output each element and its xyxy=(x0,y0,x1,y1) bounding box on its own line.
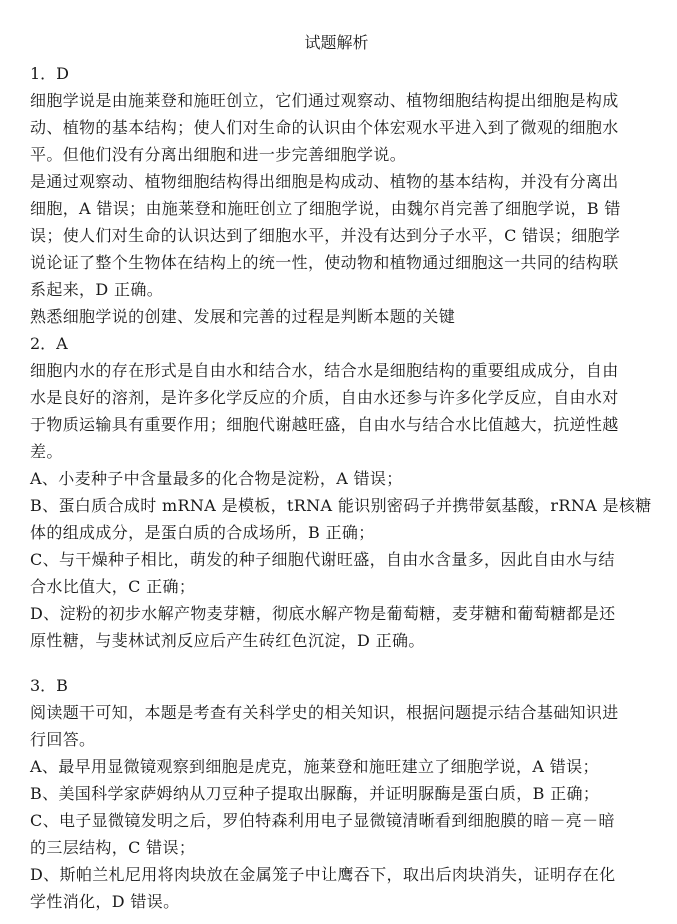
q2-line-11: 原性糖，与斐林试剂反应后产生砖红色沉淀，D 正确。 xyxy=(30,631,425,650)
q1-line-5: 细胞，A 错误；由施莱登和施旺创立了细胞学说，由魏尔肖完善了细胞学说，B 错 xyxy=(30,199,621,218)
q3-line-5: C、电子显微镜发明之后，罗伯特森利用电子显微镜清晰看到细胞膜的暗－亮－暗 xyxy=(30,811,615,830)
q2-line-7: 体的组成成分，是蛋白质的合成场所，B 正确； xyxy=(30,523,375,542)
q3-line-4: B、美国科学家萨姆纳从刀豆种子提取出脲酶，并证明脲酶是蛋白质，B 正确； xyxy=(30,784,600,803)
question-2-section xyxy=(30,330,652,654)
section-spacer xyxy=(30,654,643,672)
q3-line-1: 阅读题干可知，本题是考查有关科学史的相关知识，根据问题提示结合基础知识进 xyxy=(30,703,619,722)
q2-line-5: A、小麦种子中含量最多的化合物是淀粉，A 错误； xyxy=(30,469,403,488)
question-2-answer: 2．A xyxy=(30,334,68,353)
q1-line-9: 熟悉细胞学说的创建、发展和完善的过程是判断本题的关键 xyxy=(30,307,456,326)
q2-line-2: 水是良好的溶剂，是许多化学反应的介质，自由水还参与许多化学反应，自由水对 xyxy=(30,388,619,407)
q1-line-1: 细胞学说是由施莱登和施旺创立，它们通过观察动、植物细胞结构提出细胞是构成 xyxy=(30,91,619,110)
question-3-answer: 3．B xyxy=(30,676,68,695)
q1-line-3: 平。但他们没有分离出细胞和进一步完善细胞学说。 xyxy=(30,145,407,164)
q1-line-7: 说论证了整个生物体在结构上的统一性，使动物和植物通过细胞这一共同的结构联 xyxy=(30,253,619,272)
q2-line-1: 细胞内水的存在形式是自由水和结合水，结合水是细胞结构的重要组成成分，自由 xyxy=(30,361,619,380)
q1-line-4: 是通过观察动、植物细胞结构得出细胞是构成动、植物的基本结构，并没有分离出 xyxy=(30,172,619,191)
q2-line-3: 于物质运输具有重要作用；细胞代谢越旺盛，自由水与结合水比值越大，抗逆性越 xyxy=(30,415,619,434)
q1-line-6: 误；使人们对生命的认识达到了细胞水平，并没有达到分子水平，C 错误；细胞学 xyxy=(30,226,621,245)
question-3-section xyxy=(30,672,643,915)
q1-line-2: 动、植物的基本结构；使人们对生命的认识由个体宏观水平进入到了微观的细胞水 xyxy=(30,118,619,137)
q2-line-6: B、蛋白质合成时 mRNA 是模板，tRNA 能识别密码子并携带氨基酸，rRNA 是核糖 xyxy=(30,496,652,515)
q2-line-4: 差。 xyxy=(30,442,63,461)
q3-line-8: 学性消化，D 错误。 xyxy=(30,892,180,911)
q3-line-3: A、最早用显微镜观察到细胞是虎克，施莱登和施旺建立了细胞学说，A 错误； xyxy=(30,757,599,776)
q2-line-9: 合水比值大，C 正确； xyxy=(30,577,196,596)
question-1-section xyxy=(30,60,643,330)
q2-line-8: C、与干燥种子相比，萌发的种子细胞代谢旺盛，自由水含量多，因此自由水与结 xyxy=(30,550,615,569)
question-1-answer: 1．D xyxy=(30,64,70,83)
q3-line-6: 的三层结构，C 错误； xyxy=(30,838,196,857)
q3-line-7: D、斯帕兰札尼用将肉块放在金属笼子中让鹰吞下，取出后肉块消失，证明存在化 xyxy=(30,865,616,884)
page-title: 试题解析 xyxy=(304,33,369,52)
q3-line-2: 行回答。 xyxy=(30,730,96,749)
q2-line-10: D、淀粉的初步水解产物麦芽糖，彻底水解产物是葡萄糖，麦芽糖和葡萄糖都是还 xyxy=(30,604,616,623)
q1-line-8: 系起来，D 正确。 xyxy=(30,280,164,299)
